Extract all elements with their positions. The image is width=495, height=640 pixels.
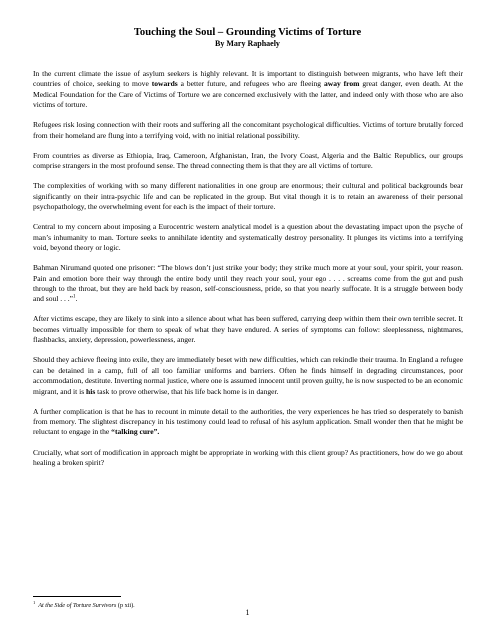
- text-run: A further complication is that he has to recount in minute detail to the authorities, the very experiences he has tried so desperately to banish from memory. The slightest discrepancy in his testimony could lead to refusal of his asylum application. Small wonder then that he might be reluctant to engage in the: [33, 406, 463, 437]
- paragraph: [33, 355, 463, 397]
- footnote-pages: (p xii).: [116, 602, 135, 610]
- text-run: great danger, even death. At the Medical Foundation for the Care of Victims of Torture we are concerned exclusively with the latter, and indeed only with those who are also victims of torture.: [33, 79, 463, 110]
- footnote-source: At the Side of Torture Survivors: [38, 602, 117, 610]
- paragraph: [33, 448, 463, 469]
- paragraph: [33, 314, 463, 345]
- emphasized-text: away from: [323, 79, 360, 89]
- document-author: By Mary Raphaely: [215, 39, 280, 48]
- text-run: Central to my concern about imposing a Eurocentric western analytical model is a question about the devastating impact upon the psyche of man’s inhumanity to man. Torture seeks to annihilate identity and systematically destroy personality. It plunges its victims into a terrifying void, beyond theory or logic.: [33, 222, 463, 253]
- emphasized-text: his: [86, 386, 96, 396]
- text-run: From countries as diverse as Ethiopia, Iraq, Cameroon, Afghanistan, Iran, the Ivory Coast, Algeria and the Baltic Republics, our groups comprise strangers in the most profound sense. The thread connecting them is that they are all victims of torture.: [33, 150, 463, 171]
- paragraph: [33, 263, 463, 305]
- document-header: [0, 27, 495, 49]
- text-run: In the current climate the issue of asylum seekers is highly relevant. It is important to distinguish between migrants, who have left their countries of choice, seeking to move: [33, 69, 463, 89]
- text-run: Should they achieve fleeing into exile, they are immediately beset with new difficulties, which can rekindle their trauma. In England a refugee can be detained in a camp, full of all too familiar uniforms and barriers. Often he finds himself in degrading circumstances, poor accommodation, destitute. Inverting normal justice, where one is assumed innocent until proven guilty, he is now suspected to be an economic migrant, and it is: [33, 355, 463, 396]
- document-title: Touching the Soul – Grounding Victims of Torture: [133, 27, 362, 38]
- footnote-mark: 1: [33, 600, 36, 605]
- document-body: [33, 69, 463, 478]
- paragraph: [33, 181, 463, 212]
- footnote-divider: [33, 596, 121, 597]
- footnote-reference: 1: [73, 294, 76, 300]
- text-run: Bahman Nirumand quoted one prisoner: “The blows don’t just strike your body; they strike much more at your soul, your spirit, your reason. Pain and emotion bore their way through the entire body until they reach your soul, your ego . . . . screams come from the gut and push through to the throat, but they are held back by reason, self-consciousness, pride, so that you nearly suffocate. It is a struggle between body and soul . . .”: [33, 263, 463, 304]
- paragraph: [33, 151, 463, 172]
- text-run: .: [75, 294, 78, 304]
- emphasized-text: towards: [151, 79, 178, 89]
- paragraph: [33, 407, 463, 438]
- text-run: task to prove otherwise, that his life back home is in danger.: [95, 386, 279, 396]
- text-run: Refugees risk losing connection with their roots and suffering all the concomitant psychological difficulties. Victims of torture brutally forced from their homeland are flung into a terrifying void, with no initial relational possibility.: [33, 120, 463, 140]
- text-run: The complexities of working with so many different nationalities in one group are enormous; their cultural and political backgrounds bear significantly on their intra-psychic life and can be replicated in the group. But vital though it is to retain an awareness of their personal psychopathology, the overwhelming event for each is the impact of their torture.: [33, 181, 463, 212]
- paragraph: [33, 222, 463, 253]
- text-run: After victims escape, they are likely to sink into a silence about what has been suffered, carrying deep within them their own terrible secret. It becomes virtually impossible for them to speak of what they have endured. A series of symptoms can follow: sleeplessness, nightmares, flashbacks, anxiety, depression, powerlessness, anger.: [33, 314, 463, 345]
- paragraph: [33, 120, 463, 141]
- page-number: 1: [245, 608, 250, 617]
- text-run: Crucially, what sort of modification in approach might be appropriate in working with this client group? As practitioners, how do we go about healing a broken spirit?: [33, 447, 463, 467]
- emphasized-text: “talking cure”.: [111, 427, 160, 437]
- text-run: a better future, and refugees who are fleeing: [177, 79, 324, 89]
- paragraph: [33, 69, 463, 111]
